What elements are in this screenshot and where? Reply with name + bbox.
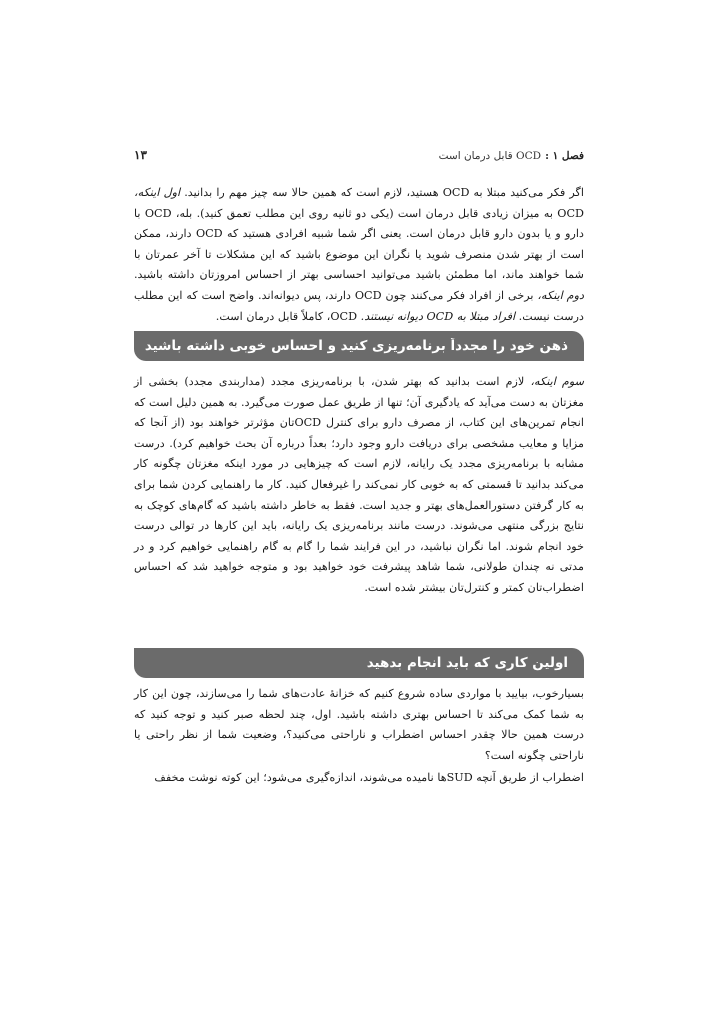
emphasis-run: سوم اینکه،	[530, 375, 585, 388]
section-title: ذهن خود را مجدداً برنامه‌ریزی کنید و احساس خوبی داشته باشید	[144, 338, 568, 354]
text-run: برخی از افراد فکر می‌کنند چون OCD دارند، پس دیوانه‌اند. واضح است که این مطلب درست نیست.	[134, 288, 584, 323]
running-header	[134, 148, 584, 162]
section-heading-first-task	[134, 648, 584, 678]
emphasis-run: دوم اینکه،	[537, 288, 584, 302]
text-run: OCD، کاملاً قابل درمان است.	[215, 309, 361, 323]
text-run: بسیارخوب، بیایید با مواردی ساده شروع کنیم که خزانهٔ عادت‌های شما را می‌سازند، چون این کار به شما کمک می‌کند تا احساس بهتری داشته باشید. اول، چند لحظه صبر کنید و توجه کنید که درست همین حالا چقدر احساس اضطراب و ناراحتی می‌کنید؟، وضعیت شما از نظر راحتی یا ناراحتی چگونه است؟	[134, 687, 584, 762]
paragraph-suds	[134, 768, 584, 789]
paragraph-first-task	[134, 684, 584, 766]
emphasis-run: افراد مبتلا به OCD دیوانه نیستند.	[360, 309, 516, 323]
emphasis-run: اول اینکه،	[134, 186, 181, 199]
paragraph-reprogram	[134, 372, 584, 599]
text-run: لازم است بدانید که بهتر شدن، با برنامه‌ریزی مجدد (مداربندی مجدد) بخشی از مغزتان به دست می‌آید که یادگیری آن؛ تنها از طریق عمل صورت می‌گیرد. به همین دلیل است که انجام تمرین‌های این کتاب، از مصرف دارو برای کنترل OCDتان مؤثرتر خواهند بود (از آنجا که مزایا و معایب مشخصی برای دریافت دارو وجود دارد؛ بعداً درباره آن بحث خواهیم کرد). درست مشابه با برنامه‌ریزی مجدد یک رایانه، لازم است که چیزهایی در مورد اینکه مغزتان چگونه کار می‌کند بدانید تا قسمتی که به خوبی کار نمی‌کند را غیرفعال کنید. کار ما راهنمایی کردن شما برای به کار گرفتن دستورالعمل‌های بهتر و جدید است. فقط به خاطر داشته باشید که گام‌های کوچک به نتایج بزرگی منتهی می‌شوند. درست مانند برنامه‌ریزی یک رایانه، باید این کارها در توالی درست خود انجام شوند. اما نگران نباشید، در این فرایند شما را گام به گام راهنمایی خواهیم کرد و در مدتی نه چندان طولانی، شما شاهد پیشرفت خود خواهید بود و متوجه خواهید شد که احساس اضطراب‌تان کمتر و کنترل‌تان بیشتر شده است.	[134, 375, 584, 594]
section-heading-reprogram	[134, 331, 584, 361]
page-number: ۱۳	[134, 148, 147, 162]
text-run: اگر فکر می‌کنید مبتلا به OCD هستید، لازم است که همین حالا سه چیز مهم را بدانید.	[180, 186, 584, 199]
chapter-title: OCD قابل درمان است	[438, 150, 542, 162]
section-title: اولین کاری که باید انجام بدهید	[366, 655, 568, 671]
paragraph-intro	[134, 183, 584, 327]
chapter-label: فصل ۱ :	[545, 150, 584, 162]
text-run: اضطراب از طریق آنچه SUDها نامیده می‌شوند، اندازه‌گیری می‌شود؛ این کوته نوشت مخفف	[154, 771, 584, 784]
text-run: OCD به میزان زیادی قابل درمان است (یکی دو ثانیه روی این مطلب تعمق کنید). بله، OCD با دارو و یا بدون دارو قابل درمان است. یعنی اگر شما شبیه افرادی هستید که OCD دارند، ممکن است از بهتر شدن منصرف شوید یا نگران این موضوع باشید که این مشکلات تا آخر عمرتان با شما خواهند ماند، اما مطمئن باشید می‌توانید احساسی بهتر از احساس امروزتان داشته باشید.	[134, 206, 584, 282]
